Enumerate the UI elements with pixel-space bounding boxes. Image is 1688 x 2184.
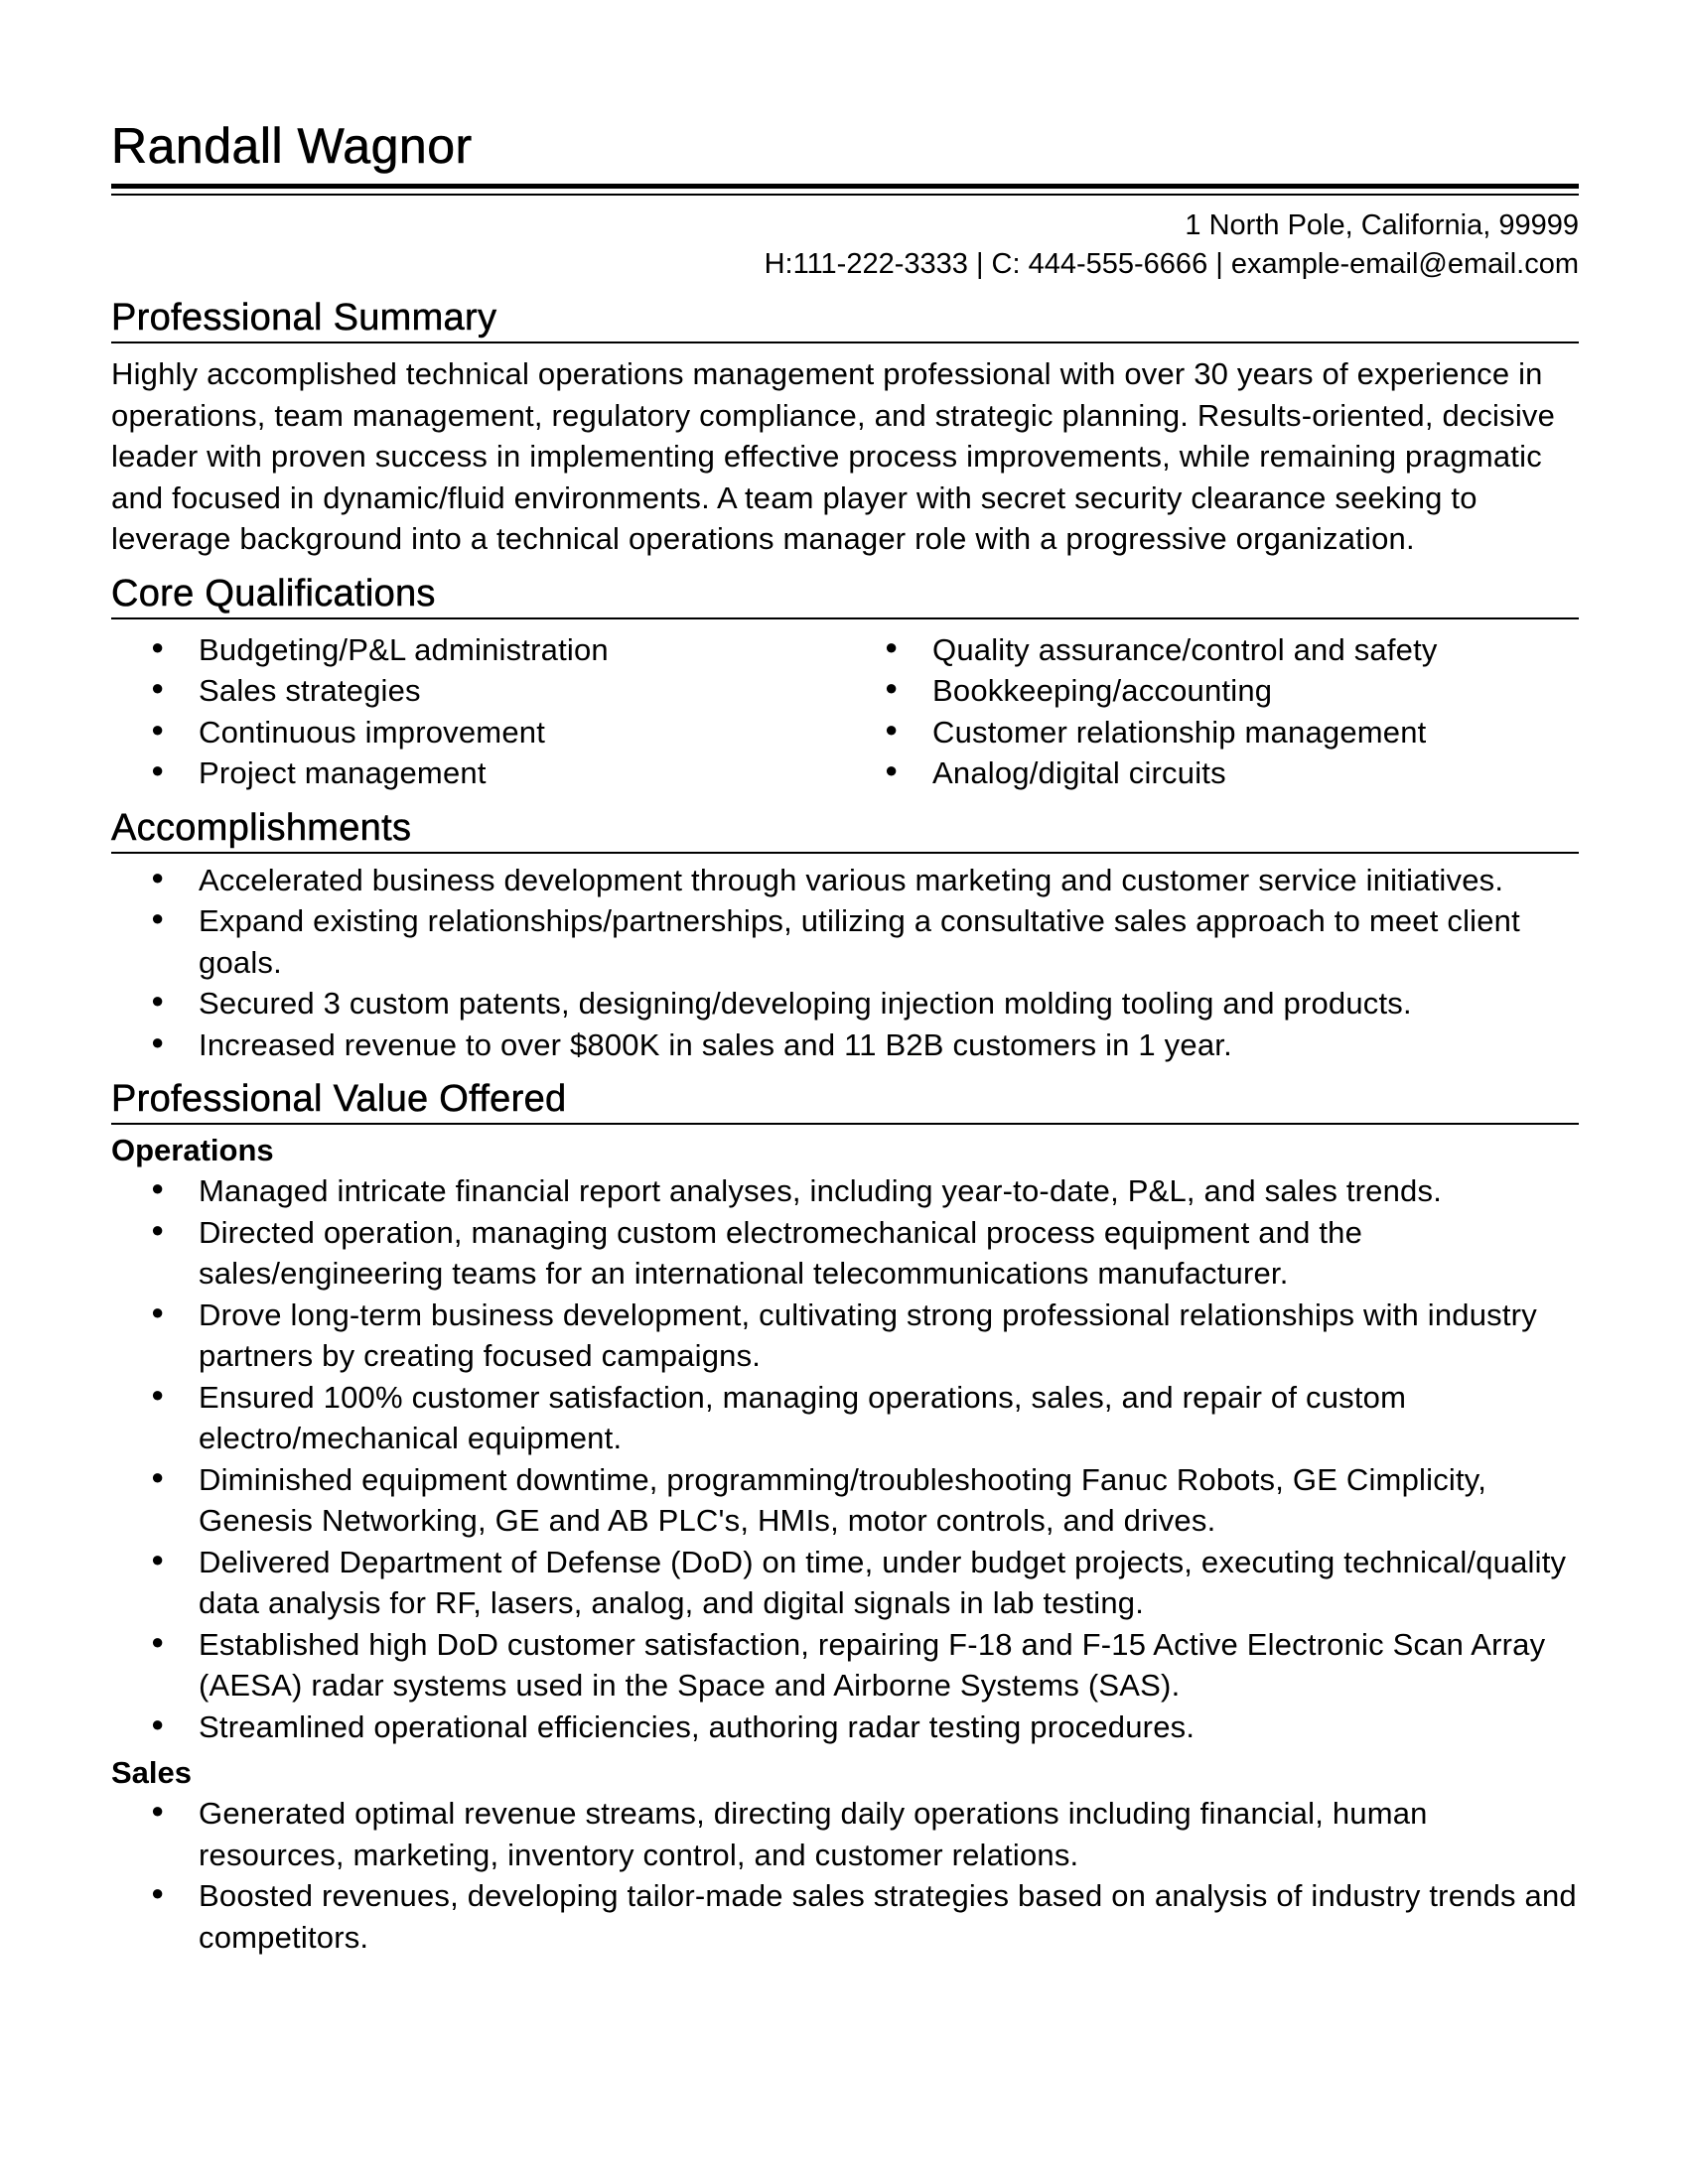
- sales-subheading: Sales: [111, 1755, 193, 1790]
- candidate-name: Randall Wagnor: [111, 118, 473, 174]
- accomplishments-heading: Accomplishments: [111, 806, 412, 849]
- value-divider: [111, 1123, 1579, 1125]
- list-item: ● Increased revenue to over $800K in sales and 11 B2B customers in 1 year.: [111, 1024, 1579, 1066]
- list-item: ● Streamlined operational efficiencies, authoring radar testing procedures.: [111, 1706, 1579, 1748]
- list-item: ● Accelerated business development through various marketing and customer service initiatives.: [111, 860, 1579, 901]
- operations-subheading: Operations: [111, 1133, 274, 1167]
- list-item: ● Diminished equipment downtime, programming/troubleshooting Fanuc Robots, GE Cimplicity, Genesis Networking, GE and AB PLC's, HMIs, motor controls, and drives.: [111, 1459, 1579, 1542]
- bullet-icon: ●: [151, 1298, 165, 1324]
- bullet-icon: ●: [151, 1546, 165, 1571]
- bullet-icon: ●: [151, 716, 165, 742]
- bullet-icon: ●: [885, 675, 899, 700]
- operations-list: [111, 1170, 1579, 1747]
- bullet-icon: ●: [151, 1880, 165, 1905]
- qualifications-columns: [111, 629, 1579, 794]
- bullet-icon: ●: [151, 1798, 165, 1823]
- list-item: ● Ensured 100% customer satisfaction, managing operations, sales, and repair of custom electro/mechanical equipment.: [111, 1377, 1579, 1459]
- bullet-icon: ●: [885, 757, 899, 782]
- bullet-icon: ●: [151, 757, 165, 782]
- name-divider-thin: [111, 194, 1579, 196]
- bullet-icon: ●: [151, 1028, 165, 1054]
- bullet-icon: ●: [151, 988, 165, 1013]
- bullet-icon: ●: [151, 1463, 165, 1489]
- list-item: ● Continuous improvement: [111, 712, 845, 753]
- list-item: ● Secured 3 custom patents, designing/developing injection molding tooling and products.: [111, 983, 1579, 1024]
- name-divider-thick: [111, 184, 1579, 189]
- qualifications-left-list: [111, 629, 845, 794]
- contact-phones-email: H:111-222-3333 | C: 444-555-6666 | example-email@email.com: [764, 248, 1579, 280]
- list-item: ● Analog/digital circuits: [845, 752, 1579, 794]
- list-item: ● Managed intricate financial report analyses, including year-to-date, P&L, and sales trends.: [111, 1170, 1579, 1212]
- bullet-icon: ●: [151, 1628, 165, 1654]
- contact-address: 1 North Pole, California, 99999: [1185, 209, 1579, 241]
- bullet-icon: ●: [151, 864, 165, 889]
- bullet-icon: ●: [885, 633, 899, 659]
- bullet-icon: ●: [151, 1216, 165, 1242]
- bullet-icon: ●: [151, 1175, 165, 1200]
- list-item: ● Budgeting/P&L administration: [111, 629, 845, 671]
- summary-text: Highly accomplished technical operations management professional with over 30 years of experience in operations, team management, regulatory compliance, and strategic planning. Results-oriented, decisive leader with proven success in implementing effective process improvements, while remaining pragmatic and focused in dynamic/fluid environments. A team player with secret security clearance seeking to leverage background into a technical operations manager role with a progressive organization.: [111, 356, 1556, 556]
- bullet-icon: ●: [151, 905, 165, 930]
- list-item: ● Bookkeeping/accounting: [845, 670, 1579, 712]
- accomplishments-section: [111, 806, 1579, 1066]
- bullet-icon: ●: [885, 716, 899, 742]
- qualifications-section: [111, 572, 1579, 794]
- list-item: ● Directed operation, managing custom electromechanical process equipment and the sales/engineering teams for an international telecommunications manufacturer.: [111, 1212, 1579, 1295]
- accomplishments-divider: [111, 852, 1579, 854]
- summary-divider: [111, 341, 1579, 343]
- list-item: ● Quality assurance/control and safety: [845, 629, 1579, 671]
- list-item: ● Boosted revenues, developing tailor-made sales strategies based on analysis of industry trends and competitors.: [111, 1875, 1579, 1958]
- list-item: ● Expand existing relationships/partnerships, utilizing a consultative sales approach to meet client goals.: [111, 900, 1579, 983]
- list-item: ● Customer relationship management: [845, 712, 1579, 753]
- bullet-icon: ●: [151, 1381, 165, 1407]
- list-item: ● Project management: [111, 752, 845, 794]
- qualifications-right-list: [845, 629, 1579, 794]
- bullet-icon: ●: [151, 1710, 165, 1736]
- list-item: ● Generated optimal revenue streams, directing daily operations including financial, human resources, marketing, inventory control, and customer relations.: [111, 1793, 1579, 1875]
- sales-list: [111, 1793, 1579, 1958]
- qualifications-divider: [111, 617, 1579, 619]
- list-item: ● Sales strategies: [111, 670, 845, 712]
- value-section: [111, 1077, 1579, 1958]
- bullet-icon: ●: [151, 633, 165, 659]
- list-item: ● Delivered Department of Defense (DoD) on time, under budget projects, executing technical/quality data analysis for RF, lasers, analog, and digital signals in lab testing.: [111, 1542, 1579, 1624]
- list-item: ● Drove long-term business development, cultivating strong professional relationships with industry partners by creating focused campaigns.: [111, 1295, 1579, 1377]
- contact-block: [111, 206, 1579, 284]
- value-heading: Professional Value Offered: [111, 1078, 567, 1120]
- qualifications-heading: Core Qualifications: [111, 572, 436, 614]
- resume-page: [111, 117, 1579, 1958]
- list-item: ● Established high DoD customer satisfaction, repairing F-18 and F-15 Active Electronic Scan Array (AESA) radar systems used in the Space and Airborne Systems (SAS).: [111, 1624, 1579, 1706]
- summary-section: [111, 296, 1579, 560]
- summary-heading: Professional Summary: [111, 297, 497, 339]
- bullet-icon: ●: [151, 675, 165, 700]
- accomplishments-list: [111, 860, 1579, 1066]
